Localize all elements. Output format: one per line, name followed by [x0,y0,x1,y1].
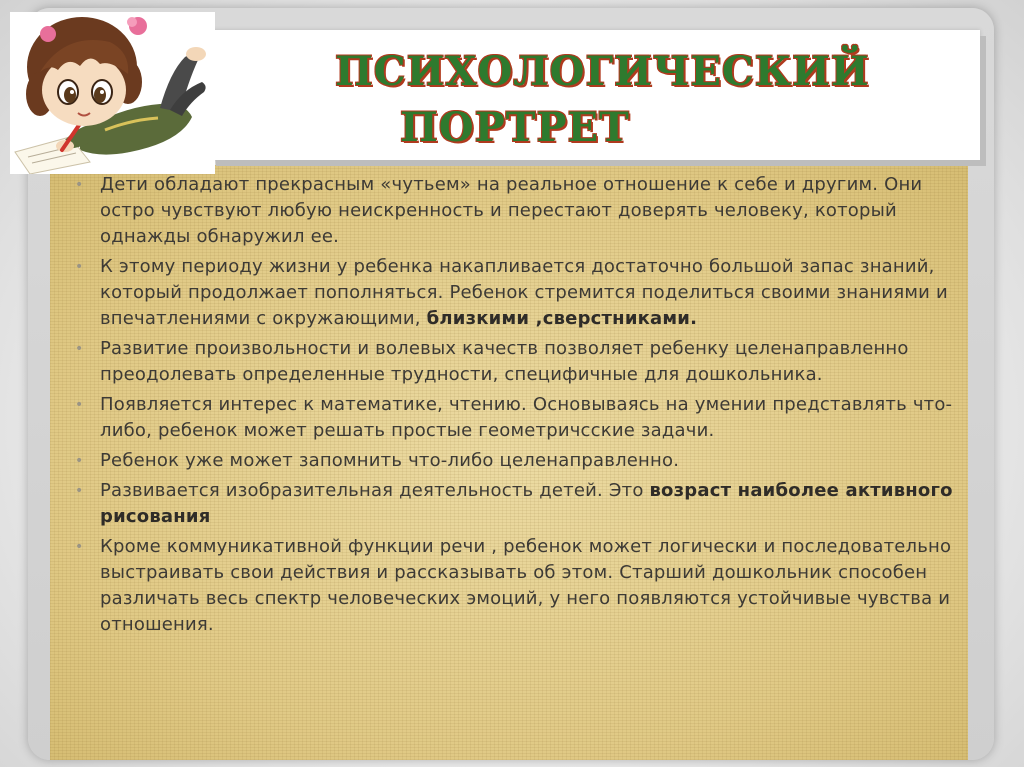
bullet-text: К этому периоду жизни у ребенка накапливается достаточно большой запас знаний, который продолжает пополняться. Ребенок стремится поделиться своими знаниями и впечатлениями с окружающими, [100,256,948,329]
bullet-marker: • [75,341,84,357]
bullet-marker: • [75,259,84,275]
list-item [75,392,955,444]
bullet-marker: • [75,397,84,413]
list-item [75,172,955,250]
list-item [75,478,955,530]
bullet-marker: • [75,539,84,555]
cartoon-girl-writing-icon [10,12,215,174]
bullet-marker: • [75,177,84,193]
bullet-text: Ребенок уже может запомнить что-либо целенаправленно. [100,450,680,471]
list-item [75,448,955,474]
bullet-marker: • [75,483,84,499]
list-item [75,254,955,332]
bullet-text: Дети обладают прекрасным «чутьем» на реальное отношение к себе и другим. Они остро чувствуют любую неискренность и перестают доверять человеку, который однажды обнаружил ее. [100,174,923,247]
bullet-text: Кроме коммуникативной функции речи , ребенок может логически и последовательно выстраивать свои действия и рассказывать об этом. Старший дошкольник способен различать весь спектр человеческих эмоций, у него появляются устойчивые чувства и отношения. [100,536,952,635]
bullet-marker: • [75,453,84,469]
bullet-bold-text: близкими ,сверстниками. [426,308,698,329]
bullet-bold-text: возраст наиболее активного рисования [100,480,953,527]
bullet-text: Развитие произвольности и волевых качеств позволяет ребенку целенаправленно преодолевать определенные трудности, специфичные для дошкольника. [100,338,909,385]
title-line-1: ПСИХОЛОГИЧЕСКИЙ [335,48,870,95]
bullet-list [75,172,955,642]
list-item [75,534,955,638]
bullet-text: Развивается изобразительная деятельность детей. Это [100,480,650,501]
list-item [75,336,955,388]
title-line-2: ПОРТРЕТ [400,104,630,151]
bullet-text: Появляется интерес к математике, чтению. Основываясь на умении представлять что-либо, ребенок может решать простые геометричсские задачи. [100,394,953,441]
girl-illustration [10,12,215,174]
